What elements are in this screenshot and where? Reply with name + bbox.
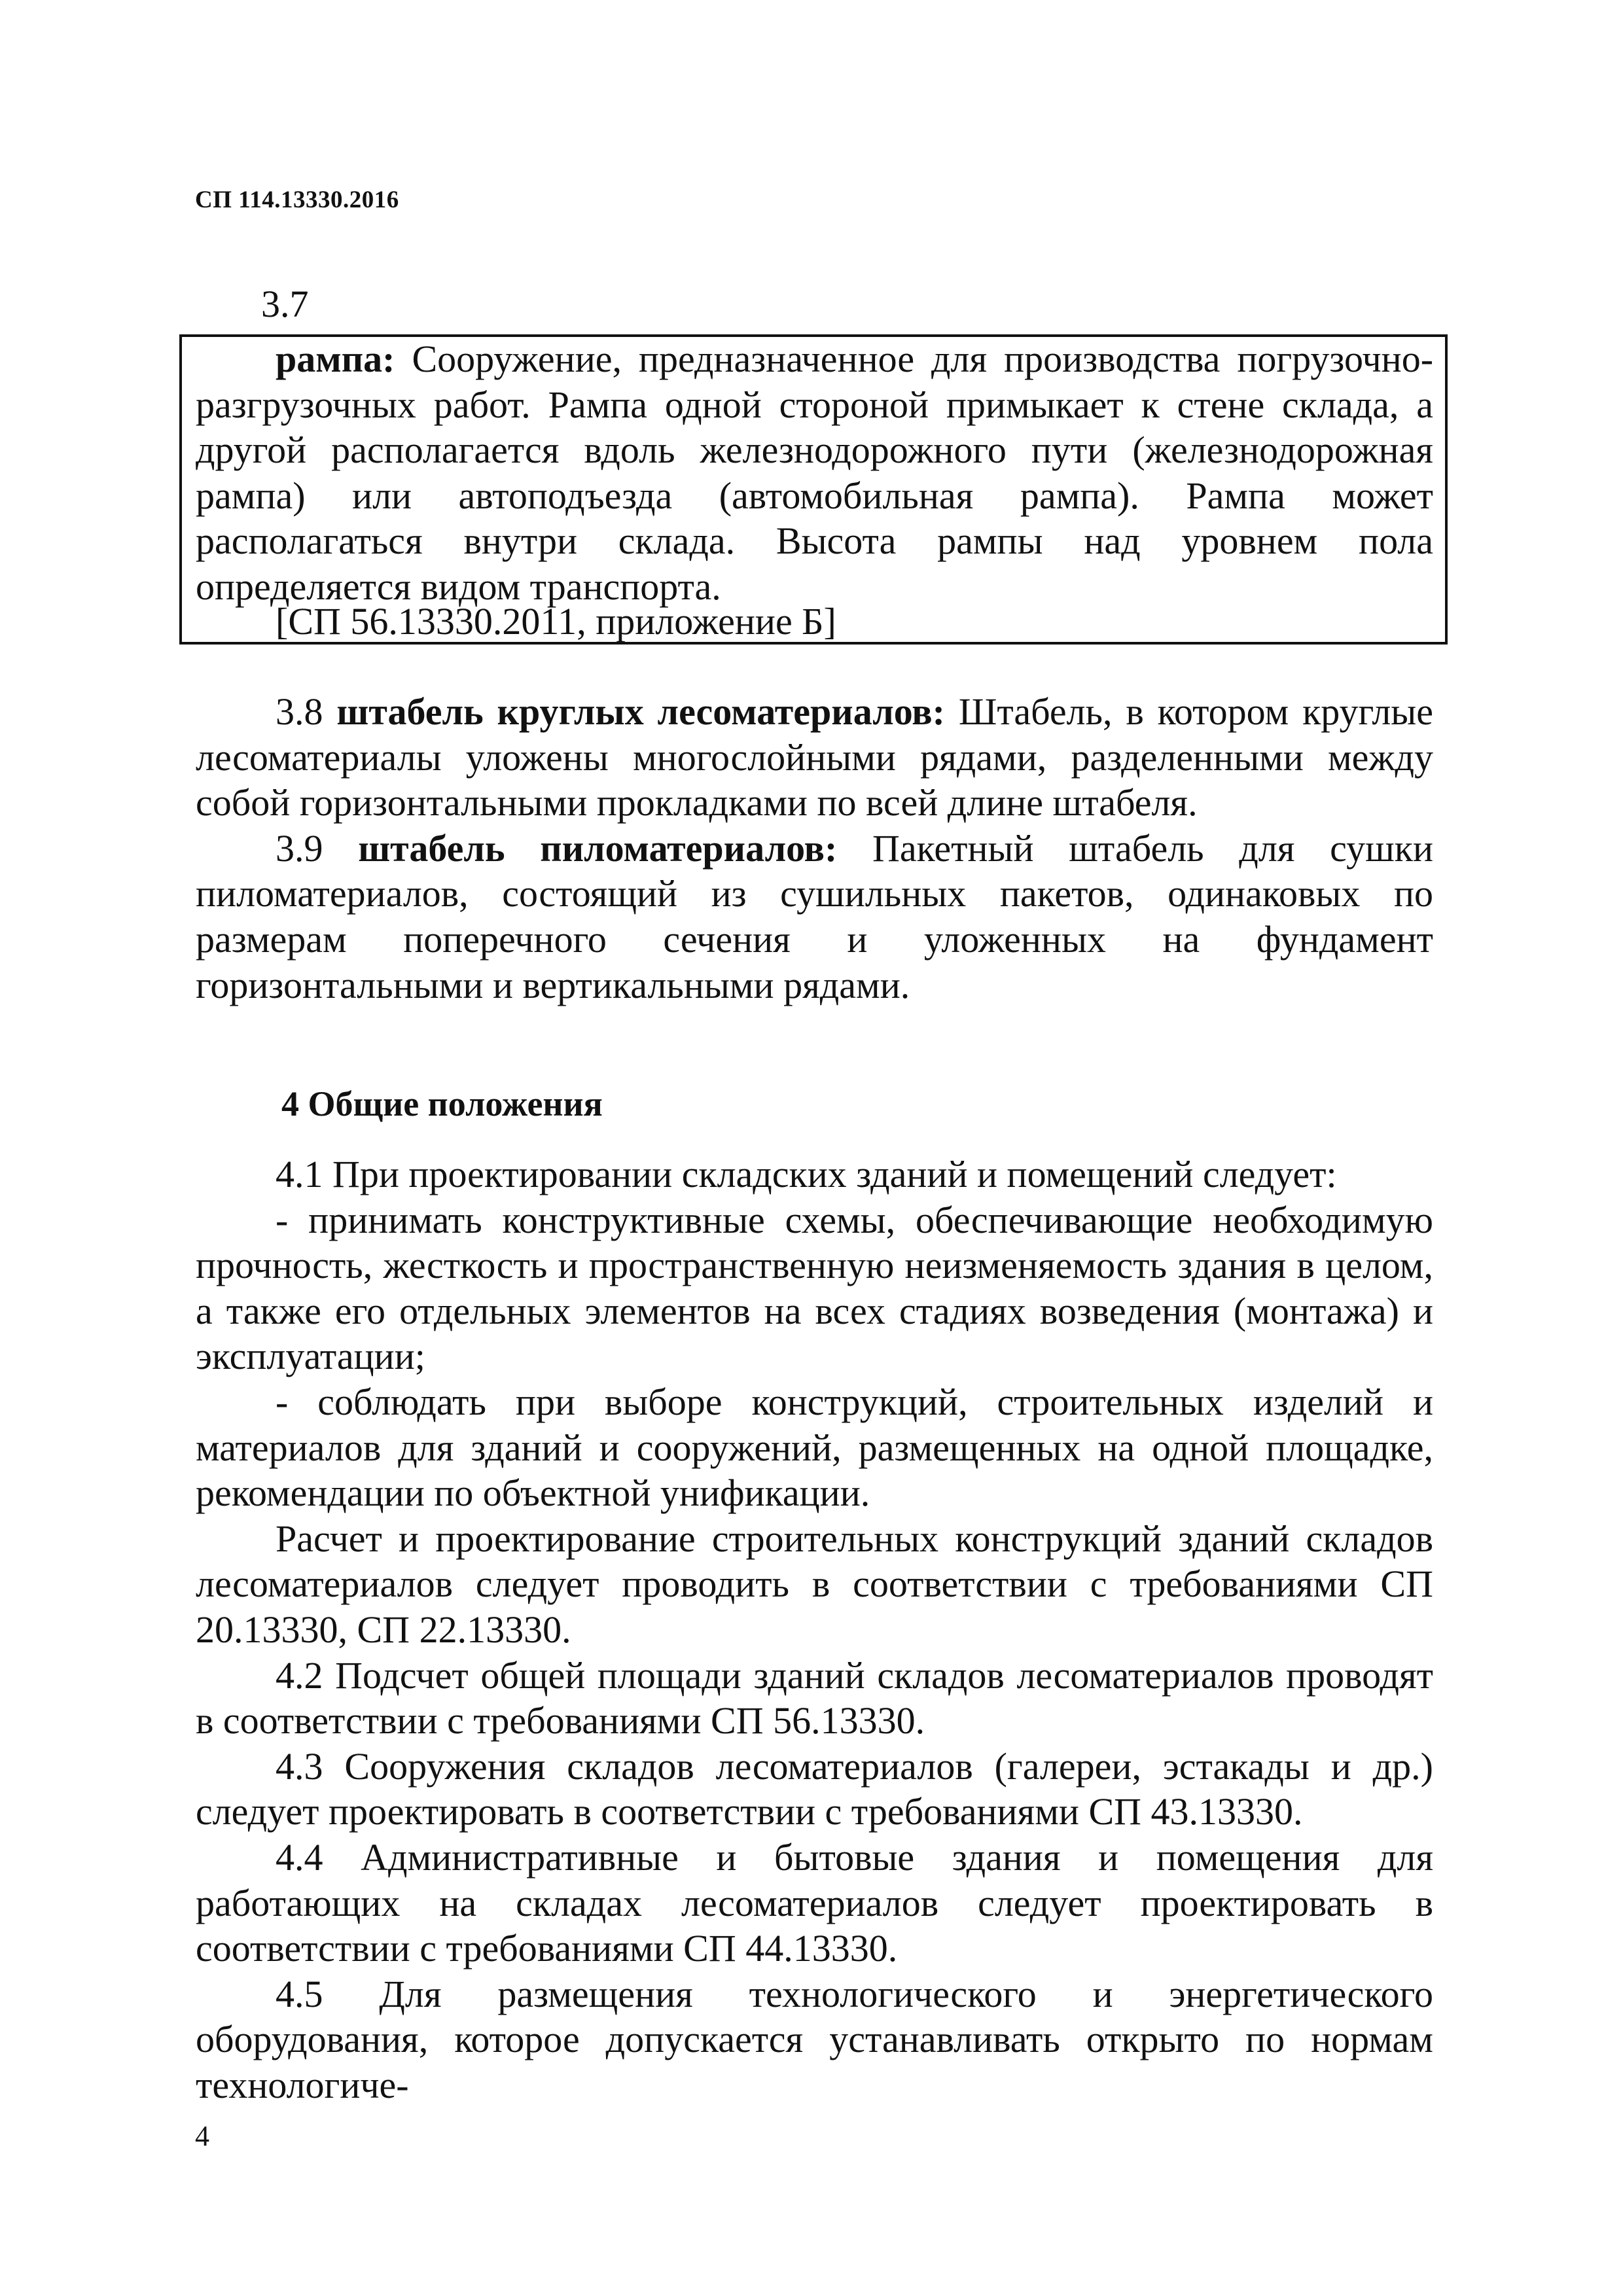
definition-item-text: Пакетный штабель для сушки пиломатериалов, состоящий из сушильных пакетов, одинаковых по размерам поперечного сечения и уложенных на фундамент горизонтальными и вертикальными рядами. (196, 826, 1434, 1006)
section-paragraph: 4.4 Административные и бытовые здания и помещения для работающих на складах лесоматериалов следует проектировать в соответствии с требованиями СП 44.13330. (196, 1835, 1433, 1970)
section-paragraph: 4.2 Подсчет общей площади зданий складов лесоматериалов проводят в соответствии с требованиями СП 56.13330. (196, 1653, 1433, 1742)
definition-item (196, 689, 1433, 826)
definition-reference: [СП 56.13330.2011, приложение Б] (276, 600, 836, 643)
section-paragraph: - соблюдать при выборе конструкций, строительных изделий и материалов для зданий и сооружений, размещенных на одной площадке, рекомендации по объектной унификации. (196, 1380, 1433, 1515)
section-paragraph: 4.3 Сооружения складов лесоматериалов (галереи, эстакады и др.) следует проектировать в соответствии с требованиями СП 43.13330. (196, 1744, 1433, 1833)
section-body (196, 1152, 1433, 2108)
definition-paragraph (196, 336, 1433, 609)
document-code-header: СП 114.13330.2016 (195, 186, 399, 213)
section-paragraph: 4.1 При проектировании складских зданий и помещений следует: (276, 1153, 1337, 1195)
definition-number: 3.7 (261, 283, 309, 325)
page-number: 4 (195, 2120, 209, 2152)
definitions-list (196, 689, 1433, 1008)
section-paragraph: 4.5 Для размещения технологического и энергетического оборудования, которое допускается устанавливать открыто по нормам технологиче- (196, 1972, 1433, 2106)
section-title: 4 Общие положения (281, 1084, 603, 1123)
definition-item-number: 3.8 (276, 690, 323, 733)
definition-item (196, 826, 1433, 1008)
section-paragraph: Расчет и проектирование строительных конструкций зданий складов лесоматериалов следует проводить в соответствии с требованиями СП 20.13330, СП 22.13330. (196, 1517, 1433, 1651)
definition-term: рампа: (276, 338, 395, 380)
section-paragraph: - принимать конструктивные схемы, обеспечивающие необходимую прочность, жесткость и пространственную неизменяемость здания в целом, а также его отдельных элементов на всех стадиях возведения (монтажа) и эксплуатации; (196, 1198, 1433, 1378)
definition-item-number: 3.9 (276, 826, 323, 870)
definition-text: Сооружение, предназначенное для производства погрузочно-разгрузочных работ. Рампа одной стороной примыкает к стене склада, а другой располагается вдоль железнодорожного пути (железнодорожная рампа) или автоподъезда (автомобильная рампа). Рампа может располагаться внутри склада. Высота рампы над уровнем пола определяется видом транспорта. (196, 338, 1434, 608)
definition-item-term: штабель круглых лесоматериалов: (336, 690, 945, 733)
definition-item-text: Штабель, в котором круглые лесоматериалы уложены многослойными рядами, разделенными между собой горизонтальными прокладками по всей длине штабеля. (196, 690, 1434, 824)
definition-item-term: штабель пиломатериалов: (358, 826, 838, 870)
